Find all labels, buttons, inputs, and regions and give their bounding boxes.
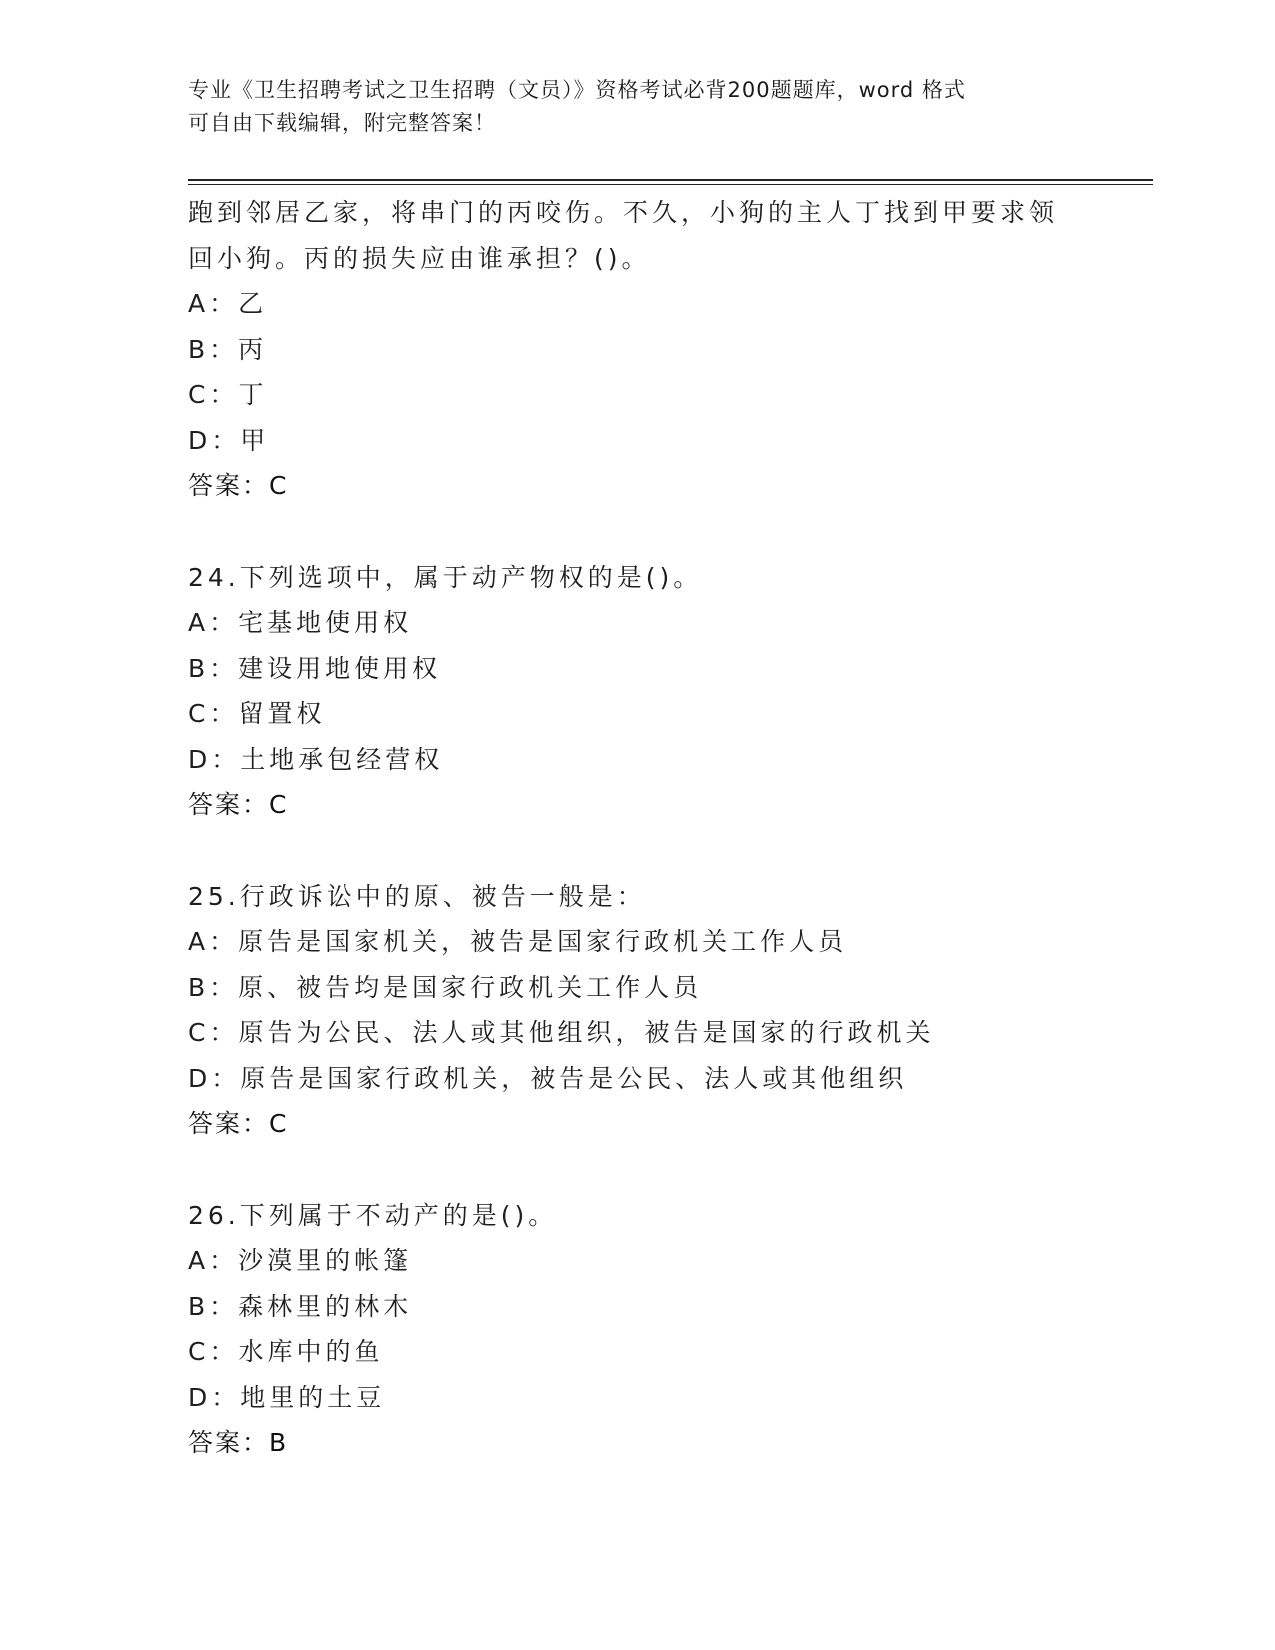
answer-line: 答案：C — [188, 471, 289, 500]
answer-line: 答案：C — [188, 1109, 289, 1138]
spacer — [188, 1147, 1138, 1193]
question-23 — [188, 190, 1138, 509]
option-a: A：沙漠里的帐篷 — [188, 1246, 413, 1275]
option-b: B：丙 — [188, 334, 268, 364]
question-stem: 跑到邻居乙家，将串门的丙咬伤。不久，小狗的主人丁找到甲要求领 — [188, 198, 1059, 227]
option-c: C：水库中的鱼 — [188, 1337, 384, 1366]
option-c: C：丁 — [188, 380, 268, 409]
option-b: B：建设用地使用权 — [188, 653, 442, 683]
option-a: A：乙 — [188, 289, 268, 318]
option-c: C：留置权 — [188, 699, 326, 728]
answer-line: 答案：C — [188, 790, 289, 819]
option-d: D：土地承包经营权 — [188, 744, 444, 774]
option-a: A：宅基地使用权 — [188, 608, 413, 637]
option-b: B：原、被告均是国家行政机关工作人员 — [188, 972, 703, 1002]
question-stem: 24.下列选项中，属于动产物权的是()。 — [188, 562, 703, 592]
page-header — [188, 74, 1088, 140]
option-c: C：原告为公民、法人或其他组织，被告是国家的行政机关 — [188, 1018, 935, 1047]
header-divider-thin — [188, 184, 1153, 185]
header-divider-thick — [188, 179, 1153, 181]
option-b: B：森林里的林木 — [188, 1291, 413, 1321]
question-24 — [188, 555, 1138, 828]
option-d: D：地里的土豆 — [188, 1382, 386, 1412]
question-25 — [188, 874, 1138, 1147]
option-a: A：原告是国家机关，被告是国家行政机关工作人员 — [188, 927, 848, 956]
question-stem: 25.行政诉讼中的原、被告一般是： — [188, 881, 646, 911]
question-26 — [188, 1193, 1138, 1466]
header-title-line-2: 可自由下载编辑，附完整答案！ — [188, 111, 496, 135]
option-d: D：原告是国家行政机关，被告是公民、法人或其他组织 — [188, 1063, 908, 1093]
question-list — [188, 190, 1138, 1466]
spacer — [188, 828, 1138, 874]
spacer — [188, 509, 1138, 555]
header-title-line-1: 专业《卫生招聘考试之卫生招聘（文员）》资格考试必背200题题库，word 格式 — [188, 78, 966, 102]
question-stem: 回小狗。丙的损失应由谁承担？()。 — [188, 243, 651, 273]
option-d: D：甲 — [188, 425, 270, 455]
question-stem: 26.下列属于不动产的是()。 — [188, 1200, 558, 1230]
answer-line: 答案：B — [188, 1428, 289, 1457]
